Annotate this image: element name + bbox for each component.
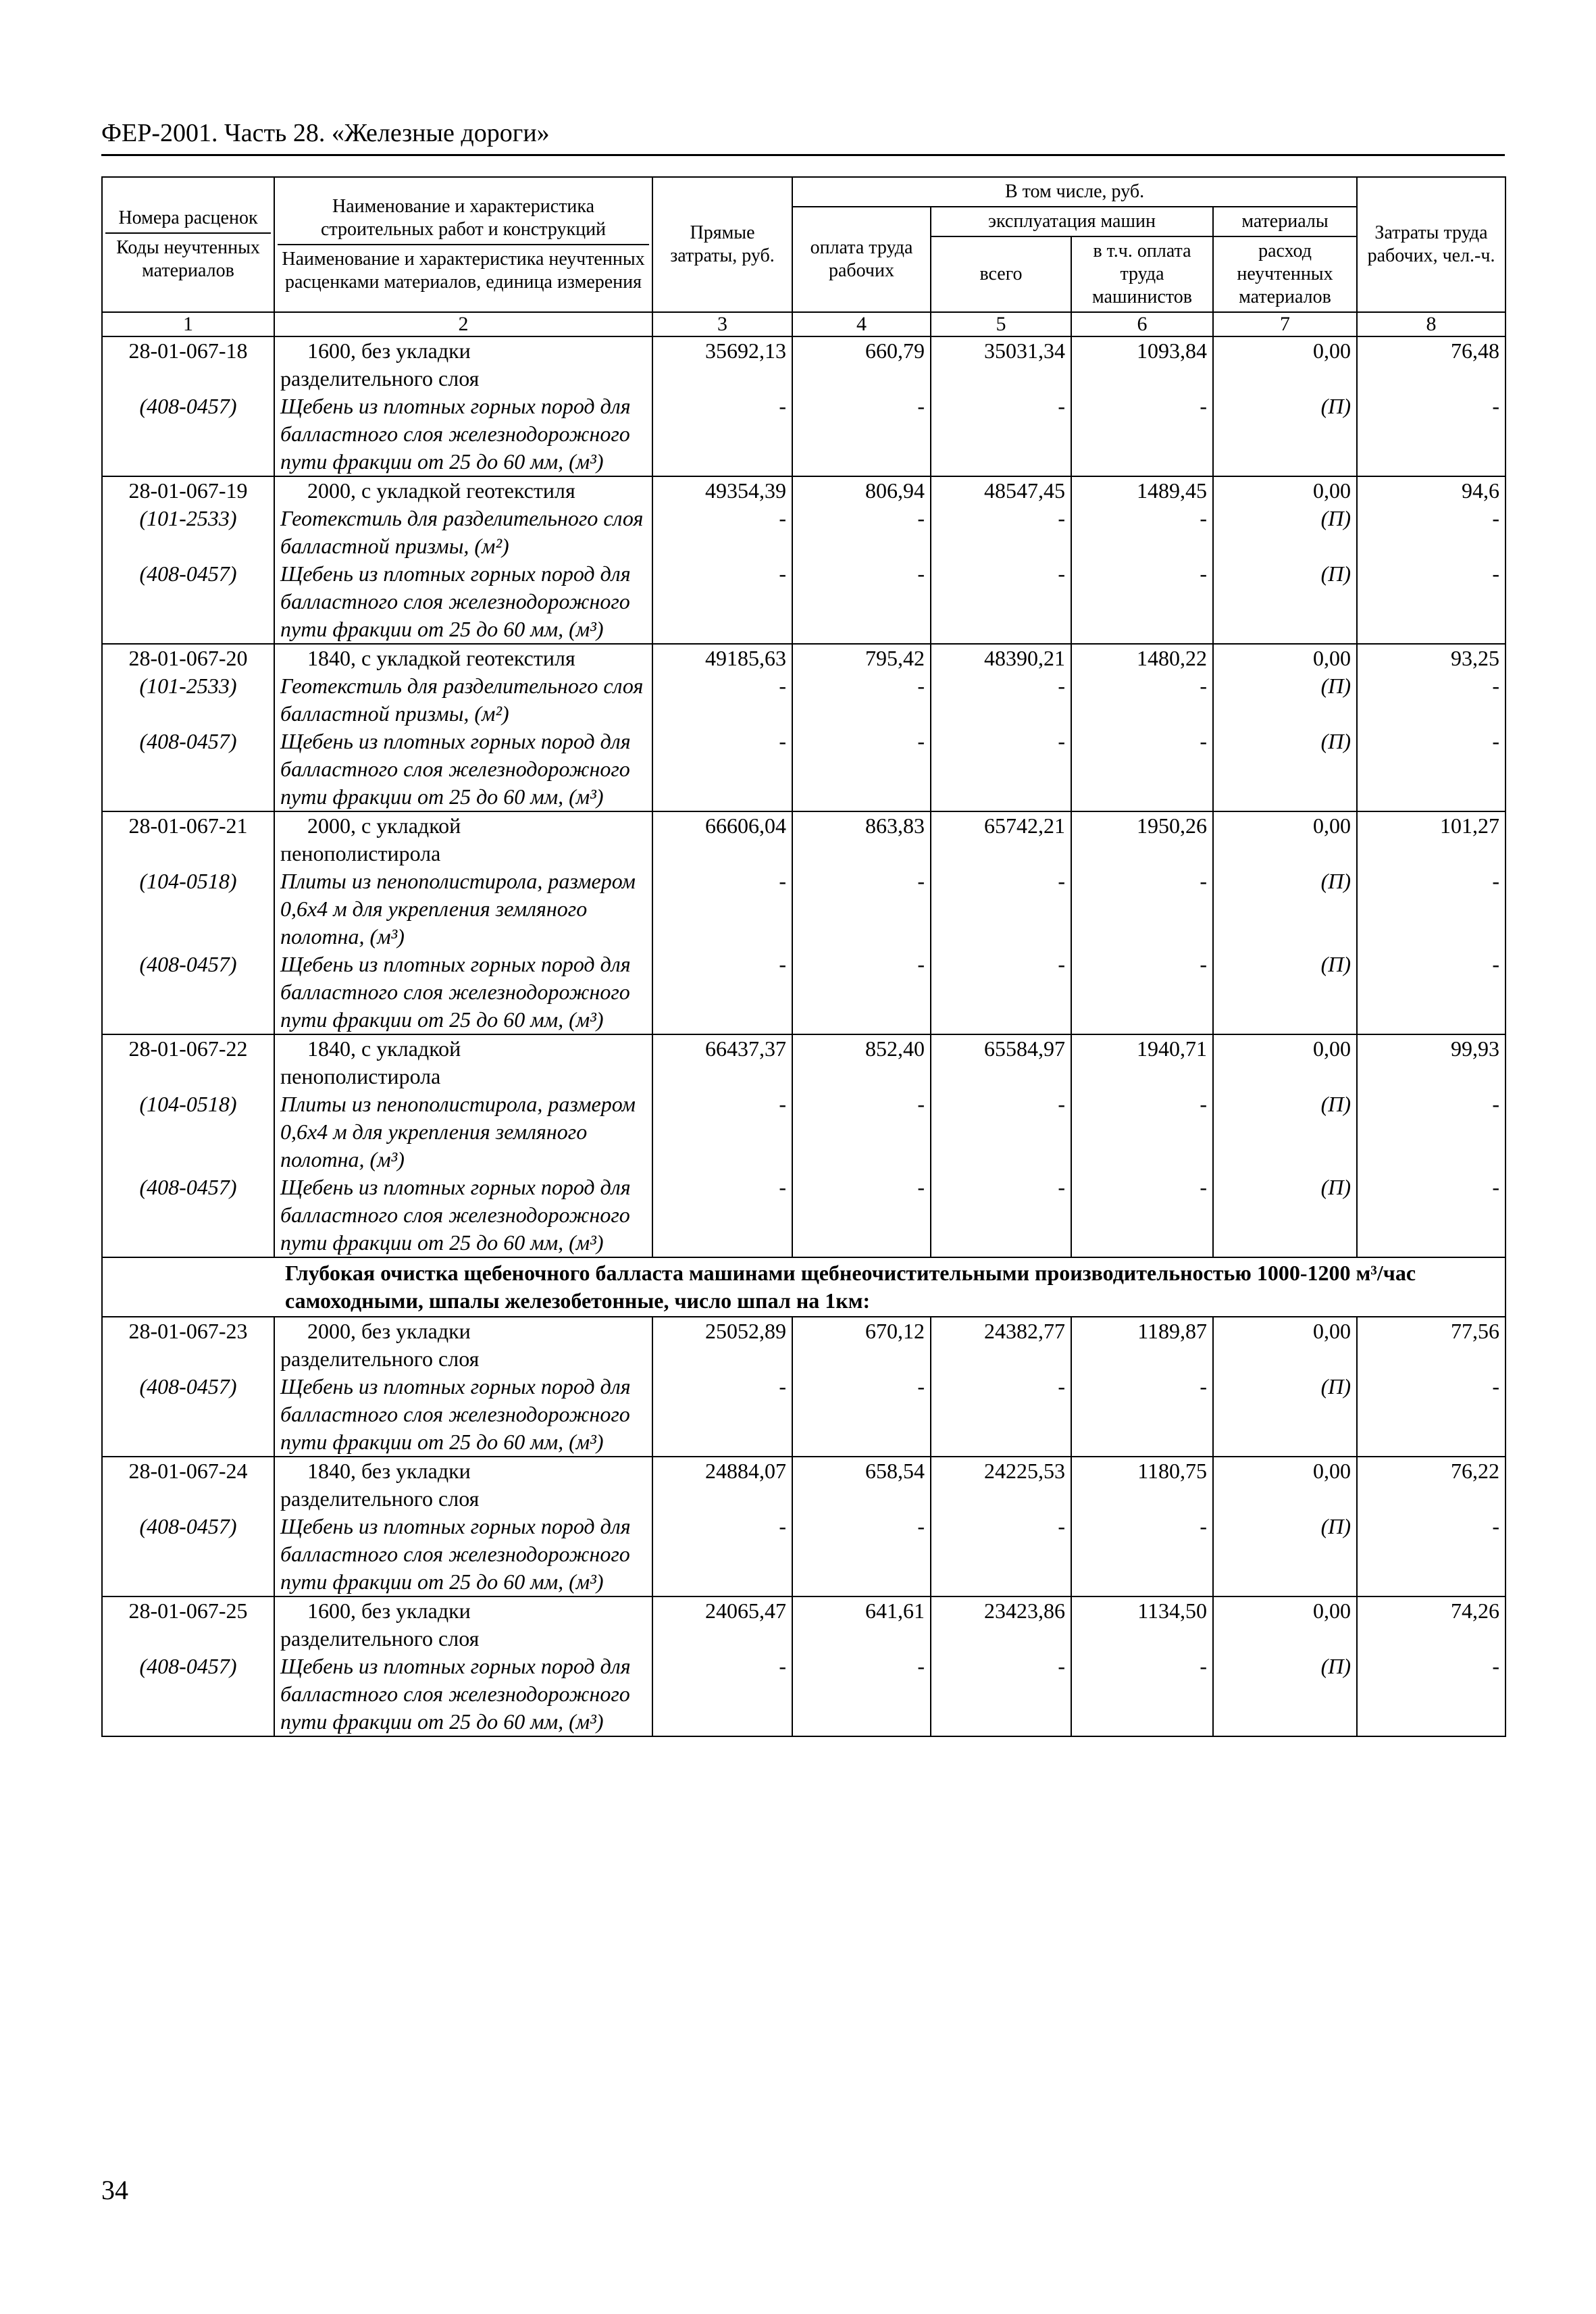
material-code: (408-0457)	[102, 1513, 274, 1596]
machinist-pay: 1093,84	[1071, 336, 1213, 393]
materials-cost: 0,00	[1213, 1317, 1357, 1373]
rate-code: 28-01-067-20	[102, 644, 274, 672]
material-row	[102, 1373, 1505, 1457]
labor-pay-dash: -	[792, 505, 931, 560]
rate-row	[102, 811, 1505, 867]
material-code: (104-0518)	[102, 867, 274, 951]
materials-cost: 0,00	[1213, 1034, 1357, 1090]
direct-cost: 49354,39	[652, 476, 792, 505]
material-flag: (П)	[1213, 1174, 1357, 1257]
labor-hours-dash: -	[1357, 1373, 1505, 1457]
rate-name-continuation: разделительного слоя	[280, 1347, 480, 1371]
labor-hours: 99,93	[1357, 1034, 1505, 1090]
material-code: (408-0457)	[102, 728, 274, 811]
rate-name	[274, 644, 652, 672]
material-flag: (П)	[1213, 1513, 1357, 1596]
labor-pay-dash: -	[792, 1373, 931, 1457]
materials-cost: 0,00	[1213, 476, 1357, 505]
rate-row	[102, 476, 1505, 505]
machinist-pay-dash: -	[1071, 1174, 1213, 1257]
labor-pay-dash: -	[792, 1174, 931, 1257]
direct-cost-dash: -	[652, 1090, 792, 1174]
labor-pay: 863,83	[792, 811, 931, 867]
direct-cost: 35692,13	[652, 336, 792, 393]
direct-cost-dash: -	[652, 867, 792, 951]
material-flag: (П)	[1213, 505, 1357, 560]
machinist-pay: 1480,22	[1071, 644, 1213, 672]
machinist-pay-dash: -	[1071, 560, 1213, 644]
material-row	[102, 1174, 1505, 1257]
rate-row	[102, 1596, 1505, 1653]
rate-name-line: 2000, без укладки	[307, 1319, 471, 1343]
direct-cost: 24884,07	[652, 1457, 792, 1513]
material-row	[102, 560, 1505, 644]
labor-hours-dash: -	[1357, 867, 1505, 951]
machinist-pay-dash: -	[1071, 867, 1213, 951]
rate-name-line: 1600, без укладки	[307, 1599, 471, 1623]
price-table	[101, 176, 1506, 1737]
material-row	[102, 1513, 1505, 1596]
direct-cost-dash: -	[652, 1373, 792, 1457]
labor-pay: 795,42	[792, 644, 931, 672]
rate-name-continuation: разделительного слоя	[280, 1626, 480, 1651]
direct-cost-dash: -	[652, 672, 792, 728]
direct-cost: 49185,63	[652, 644, 792, 672]
machinist-pay-dash: -	[1071, 393, 1213, 476]
materials-cost: 0,00	[1213, 1457, 1357, 1513]
machinist-pay: 1134,50	[1071, 1596, 1213, 1653]
rate-code: 28-01-067-24	[102, 1457, 274, 1513]
material-row	[102, 505, 1505, 560]
machines-total-dash: -	[931, 951, 1071, 1034]
material-code: (408-0457)	[102, 1373, 274, 1457]
material-name: Щебень из плотных горных пород для балластного слоя железнодорожного пути фракции от 25 до 60 мм, (м³)	[274, 1513, 652, 1596]
table-header	[102, 177, 1505, 336]
machinist-pay-dash: -	[1071, 1090, 1213, 1174]
labor-hours-dash: -	[1357, 1090, 1505, 1174]
header-machines-incl: в т.ч. оплата труда машинистов	[1071, 236, 1213, 312]
direct-cost-dash: -	[652, 1174, 792, 1257]
material-code: (408-0457)	[102, 1653, 274, 1736]
materials-cost: 0,00	[1213, 644, 1357, 672]
col-number: 8	[1357, 312, 1505, 336]
material-code: (408-0457)	[102, 393, 274, 476]
labor-pay: 806,94	[792, 476, 931, 505]
machines-total-dash: -	[931, 393, 1071, 476]
machines-total: 48547,45	[931, 476, 1071, 505]
labor-hours: 93,25	[1357, 644, 1505, 672]
section-heading-row	[102, 1257, 1505, 1317]
labor-hours-dash: -	[1357, 1513, 1505, 1596]
col-number: 7	[1213, 312, 1357, 336]
direct-cost-dash: -	[652, 393, 792, 476]
material-flag: (П)	[1213, 951, 1357, 1034]
labor-hours-dash: -	[1357, 393, 1505, 476]
material-code: (408-0457)	[102, 1174, 274, 1257]
material-row	[102, 951, 1505, 1034]
labor-pay-dash: -	[792, 951, 931, 1034]
material-flag: (П)	[1213, 867, 1357, 951]
materials-cost: 0,00	[1213, 336, 1357, 393]
rate-code: 28-01-067-21	[102, 811, 274, 867]
machines-total: 35031,34	[931, 336, 1071, 393]
material-row	[102, 1653, 1505, 1736]
machinist-pay: 1189,87	[1071, 1317, 1213, 1373]
materials-cost: 0,00	[1213, 811, 1357, 867]
labor-pay: 670,12	[792, 1317, 931, 1373]
labor-pay: 658,54	[792, 1457, 931, 1513]
labor-pay-dash: -	[792, 1513, 931, 1596]
materials-cost: 0,00	[1213, 1596, 1357, 1653]
direct-cost-dash: -	[652, 951, 792, 1034]
rate-code: 28-01-067-19	[102, 476, 274, 505]
machinist-pay: 1940,71	[1071, 1034, 1213, 1090]
material-name: Щебень из плотных горных пород для балластного слоя железнодорожного пути фракции от 25 до 60 мм, (м³)	[274, 1653, 652, 1736]
rate-row	[102, 1317, 1505, 1373]
rate-name	[274, 1034, 652, 1090]
machinist-pay-dash: -	[1071, 672, 1213, 728]
material-code: (101-2533)	[102, 672, 274, 728]
rate-name-line: 2000, с укладкой геотекстиля	[307, 478, 575, 503]
direct-cost: 24065,47	[652, 1596, 792, 1653]
material-row	[102, 1090, 1505, 1174]
labor-pay: 660,79	[792, 336, 931, 393]
labor-pay-dash: -	[792, 560, 931, 644]
col-number: 5	[931, 312, 1071, 336]
material-name: Плиты из пенополистирола, размером 0,6х4 м для укрепления земляного полотна, (м³)	[274, 867, 652, 951]
material-name: Плиты из пенополистирола, размером 0,6х4 м для укрепления земляного полотна, (м³)	[274, 1090, 652, 1174]
material-flag: (П)	[1213, 560, 1357, 644]
labor-hours-dash: -	[1357, 560, 1505, 644]
material-code: (101-2533)	[102, 505, 274, 560]
rate-name-line: 1840, с укладкой	[307, 1036, 461, 1061]
machines-total-dash: -	[931, 560, 1071, 644]
machinist-pay-dash: -	[1071, 505, 1213, 560]
machines-total-dash: -	[931, 1090, 1071, 1174]
header-materials-sub: расход неучтенных материалов	[1213, 236, 1357, 312]
col-number: 2	[274, 312, 652, 336]
machines-total: 65742,21	[931, 811, 1071, 867]
rate-name	[274, 336, 652, 393]
header-materials: материалы	[1213, 207, 1357, 236]
labor-pay: 852,40	[792, 1034, 931, 1090]
machinist-pay-dash: -	[1071, 1653, 1213, 1736]
material-code: (104-0518)	[102, 1090, 274, 1174]
labor-pay-dash: -	[792, 1090, 931, 1174]
header-labor-pay: оплата труда рабочих	[792, 207, 931, 312]
machines-total-dash: -	[931, 867, 1071, 951]
machinist-pay: 1180,75	[1071, 1457, 1213, 1513]
labor-hours-dash: -	[1357, 672, 1505, 728]
direct-cost-dash: -	[652, 560, 792, 644]
direct-cost: 66437,37	[652, 1034, 792, 1090]
page-number: 34	[101, 2175, 128, 2205]
header-code-top: Номера расценок	[105, 207, 271, 234]
material-code: (408-0457)	[102, 560, 274, 644]
direct-cost-dash: -	[652, 1653, 792, 1736]
material-row	[102, 672, 1505, 728]
machines-total: 24225,53	[931, 1457, 1071, 1513]
machines-total: 65584,97	[931, 1034, 1071, 1090]
header-incl: В том числе, руб.	[792, 177, 1357, 207]
col-number: 4	[792, 312, 931, 336]
rate-code: 28-01-067-23	[102, 1317, 274, 1373]
col-number: 6	[1071, 312, 1213, 336]
material-flag: (П)	[1213, 1373, 1357, 1457]
section-heading: Глубокая очистка щебеночного балласта машинами щебнеочистительными производительностью 1000-1200 м³/час самоходными, шпалы железобетонные, число шпал на 1км:	[102, 1257, 1505, 1317]
rate-name	[274, 811, 652, 867]
labor-pay-dash: -	[792, 672, 931, 728]
material-row	[102, 728, 1505, 811]
rate-code: 28-01-067-18	[102, 336, 274, 393]
labor-hours-dash: -	[1357, 505, 1505, 560]
machines-total: 48390,21	[931, 644, 1071, 672]
rate-row	[102, 1457, 1505, 1513]
material-name: Щебень из плотных горных пород для балластного слоя железнодорожного пути фракции от 25 до 60 мм, (м³)	[274, 560, 652, 644]
machines-total: 24382,77	[931, 1317, 1071, 1373]
rate-row	[102, 644, 1505, 672]
labor-pay-dash: -	[792, 867, 931, 951]
labor-hours: 94,6	[1357, 476, 1505, 505]
header-machines-total: всего	[931, 236, 1071, 312]
labor-hours-dash: -	[1357, 728, 1505, 811]
table-body	[102, 336, 1505, 1736]
material-flag: (П)	[1213, 1653, 1357, 1736]
direct-cost-dash: -	[652, 1513, 792, 1596]
direct-cost: 25052,89	[652, 1317, 792, 1373]
material-name: Щебень из плотных горных пород для балластного слоя железнодорожного пути фракции от 25 до 60 мм, (м³)	[274, 1373, 652, 1457]
rate-name-continuation: разделительного слоя	[280, 366, 480, 391]
header-labor-cost: Затраты труда рабочих, чел.-ч.	[1357, 177, 1505, 312]
labor-hours: 76,22	[1357, 1457, 1505, 1513]
machines-total-dash: -	[931, 672, 1071, 728]
material-flag: (П)	[1213, 672, 1357, 728]
labor-hours-dash: -	[1357, 1653, 1505, 1736]
machinist-pay-dash: -	[1071, 728, 1213, 811]
labor-hours-dash: -	[1357, 1174, 1505, 1257]
material-flag: (П)	[1213, 1090, 1357, 1174]
labor-hours: 76,48	[1357, 336, 1505, 393]
labor-pay-dash: -	[792, 393, 931, 476]
labor-pay-dash: -	[792, 1653, 931, 1736]
machines-total-dash: -	[931, 1373, 1071, 1457]
machines-total: 23423,86	[931, 1596, 1071, 1653]
rate-name-line: 1840, без укладки	[307, 1459, 471, 1483]
rate-name	[274, 1457, 652, 1513]
machines-total-dash: -	[931, 1513, 1071, 1596]
rate-name-continuation: пенополистирола	[280, 841, 441, 865]
material-name: Щебень из плотных горных пород для балластного слоя железнодорожного пути фракции от 25 до 60 мм, (м³)	[274, 393, 652, 476]
machines-total-dash: -	[931, 728, 1071, 811]
material-flag: (П)	[1213, 728, 1357, 811]
labor-pay: 641,61	[792, 1596, 931, 1653]
labor-hours: 77,56	[1357, 1317, 1505, 1373]
rate-code: 28-01-067-22	[102, 1034, 274, 1090]
machines-total-dash: -	[931, 505, 1071, 560]
material-name: Геотекстиль для разделительного слоя балластной призмы, (м²)	[274, 505, 652, 560]
direct-cost-dash: -	[652, 728, 792, 811]
machinist-pay-dash: -	[1071, 1373, 1213, 1457]
machinist-pay-dash: -	[1071, 1513, 1213, 1596]
rate-name-line: 1600, без укладки	[307, 338, 471, 363]
machinist-pay-dash: -	[1071, 951, 1213, 1034]
labor-hours: 74,26	[1357, 1596, 1505, 1653]
direct-cost-dash: -	[652, 505, 792, 560]
labor-hours: 101,27	[1357, 811, 1505, 867]
labor-pay-dash: -	[792, 728, 931, 811]
rate-name-line: 1840, с укладкой геотекстиля	[307, 646, 575, 670]
col-number: 1	[102, 312, 274, 336]
header-name	[274, 177, 652, 312]
header-direct: Прямые затраты, руб.	[652, 177, 792, 312]
rate-row	[102, 336, 1505, 393]
material-name: Щебень из плотных горных пород для балластного слоя железнодорожного пути фракции от 25 до 60 мм, (м³)	[274, 1174, 652, 1257]
machinist-pay: 1950,26	[1071, 811, 1213, 867]
material-flag: (П)	[1213, 393, 1357, 476]
material-row	[102, 393, 1505, 476]
rate-name-continuation: пенополистирола	[280, 1064, 441, 1088]
labor-hours-dash: -	[1357, 951, 1505, 1034]
rate-code: 28-01-067-25	[102, 1596, 274, 1653]
col-number: 3	[652, 312, 792, 336]
header-code-bottom: Коды неучтенных материалов	[116, 237, 260, 281]
page-header: ФЕР-2001. Часть 28. «Железные дороги»	[101, 116, 1505, 156]
machinist-pay: 1489,45	[1071, 476, 1213, 505]
material-row	[102, 867, 1505, 951]
header-name-bottom: Наименование и характеристика неучтенных расценками материалов, единица измерения	[282, 249, 645, 293]
rate-name-continuation: разделительного слоя	[280, 1486, 480, 1511]
machines-total-dash: -	[931, 1174, 1071, 1257]
material-name: Щебень из плотных горных пород для балластного слоя железнодорожного пути фракции от 25 до 60 мм, (м³)	[274, 728, 652, 811]
material-name: Геотекстиль для разделительного слоя балластной призмы, (м²)	[274, 672, 652, 728]
rate-name	[274, 476, 652, 505]
header-machines: эксплуатация машин	[931, 207, 1213, 236]
header-code	[102, 177, 274, 312]
rate-name	[274, 1317, 652, 1373]
material-code: (408-0457)	[102, 951, 274, 1034]
rate-name-line: 2000, с укладкой	[307, 813, 461, 838]
direct-cost: 66606,04	[652, 811, 792, 867]
header-name-top: Наименование и характеристика строительных работ и конструкций	[278, 195, 649, 245]
material-name: Щебень из плотных горных пород для балластного слоя железнодорожного пути фракции от 25 до 60 мм, (м³)	[274, 951, 652, 1034]
rate-row	[102, 1034, 1505, 1090]
rate-name	[274, 1596, 652, 1653]
machines-total-dash: -	[931, 1653, 1071, 1736]
